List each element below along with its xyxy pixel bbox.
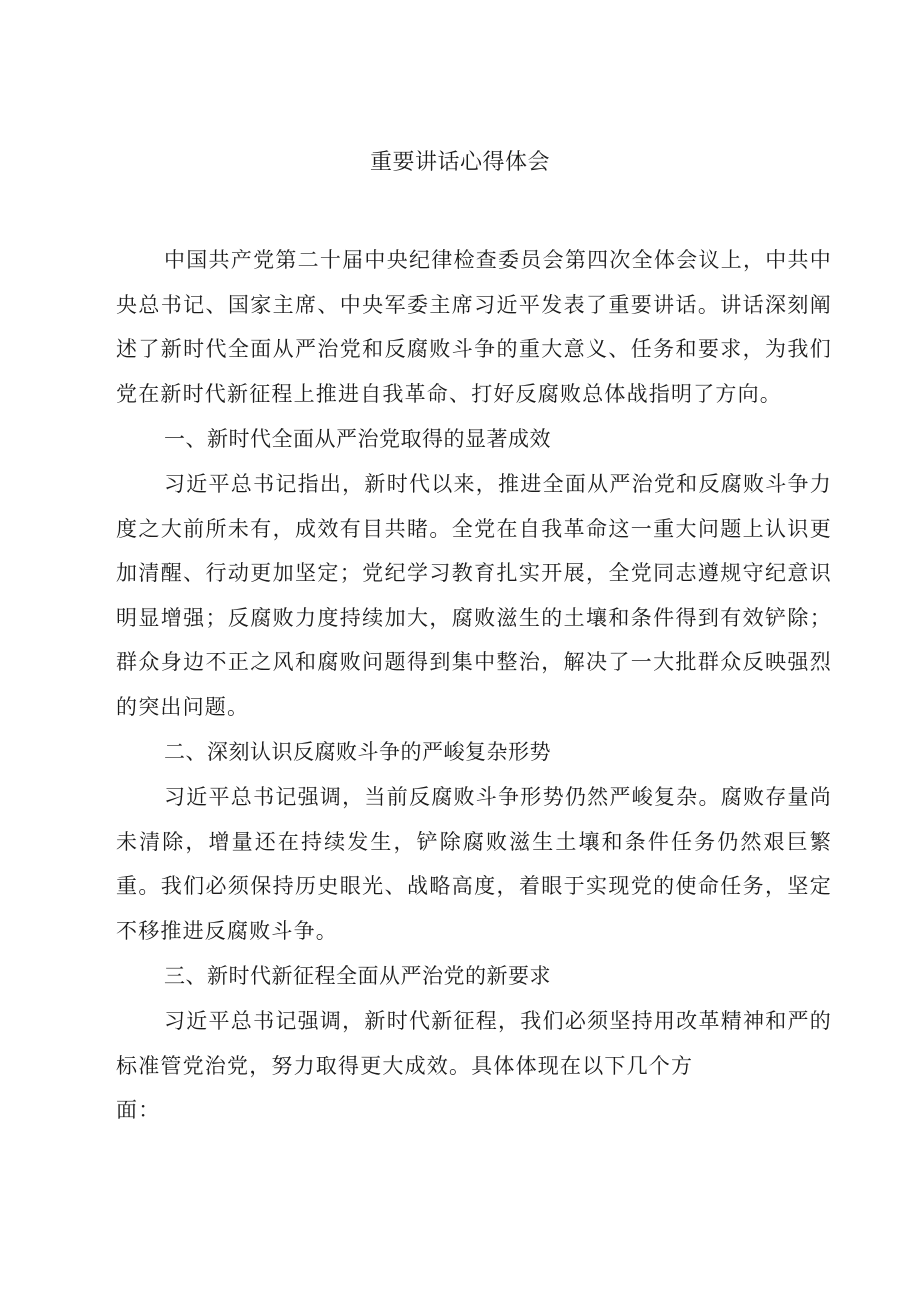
intro-paragraph: 中国共产党第二十届中央纪律检查委员会第四次全体会议上，中共中央总书记、国家主席、中央军委主席习近平发表了重要讲话。讲话深刻阐述了新时代全面从严治党和反腐败斗争的重大意义、任务和要求，为我们党在新时代新征程上推进自我革命、打好反腐败总体战指明了方向。 [116, 248, 832, 406]
document-body [116, 238, 832, 1133]
section-heading-1: 一、新时代全面从严治党取得的显著成效 [164, 427, 551, 451]
section-body-3: 习近平总书记强调，新时代新征程，我们必须坚持用改革精神和严的标准管党治党，努力取得更大成效。具体体现在以下几个方 [116, 1009, 832, 1078]
section-body-2: 习近平总书记强调，当前反腐败斗争形势仍然严峻复杂。腐败存量尚未清除，增量还在持续发生，铲除腐败滋生土壤和条件任务仍然艰巨繁重。我们必须保持历史眼光、战略高度，着眼于实现党的使命任务，坚定不移推进反腐败斗争。 [116, 785, 832, 943]
section-heading-3: 三、新时代新征程全面从严治党的新要求 [164, 964, 551, 988]
section-body-1: 习近平总书记指出，新时代以来，推进全面从严治党和反腐败斗争力度之大前所未有，成效有目共睹。全党在自我革命这一重大问题上认识更加清醒、行动更加坚定；党纪学习教育扎实开展，全党同志遵规守纪意识明显增强；反腐败力度持续加大，腐败滋生的土壤和条件得到有效铲除；群众身边不正之风和腐败问题得到集中整治，解决了一大批群众反映强烈的突出问题。 [116, 472, 832, 719]
page-title: 重要讲话心得体会 [369, 150, 550, 175]
section-heading-2: 二、深刻认识反腐败斗争的严峻复杂形势 [164, 740, 551, 764]
section-body-3-tail: 面： [116, 1098, 161, 1122]
